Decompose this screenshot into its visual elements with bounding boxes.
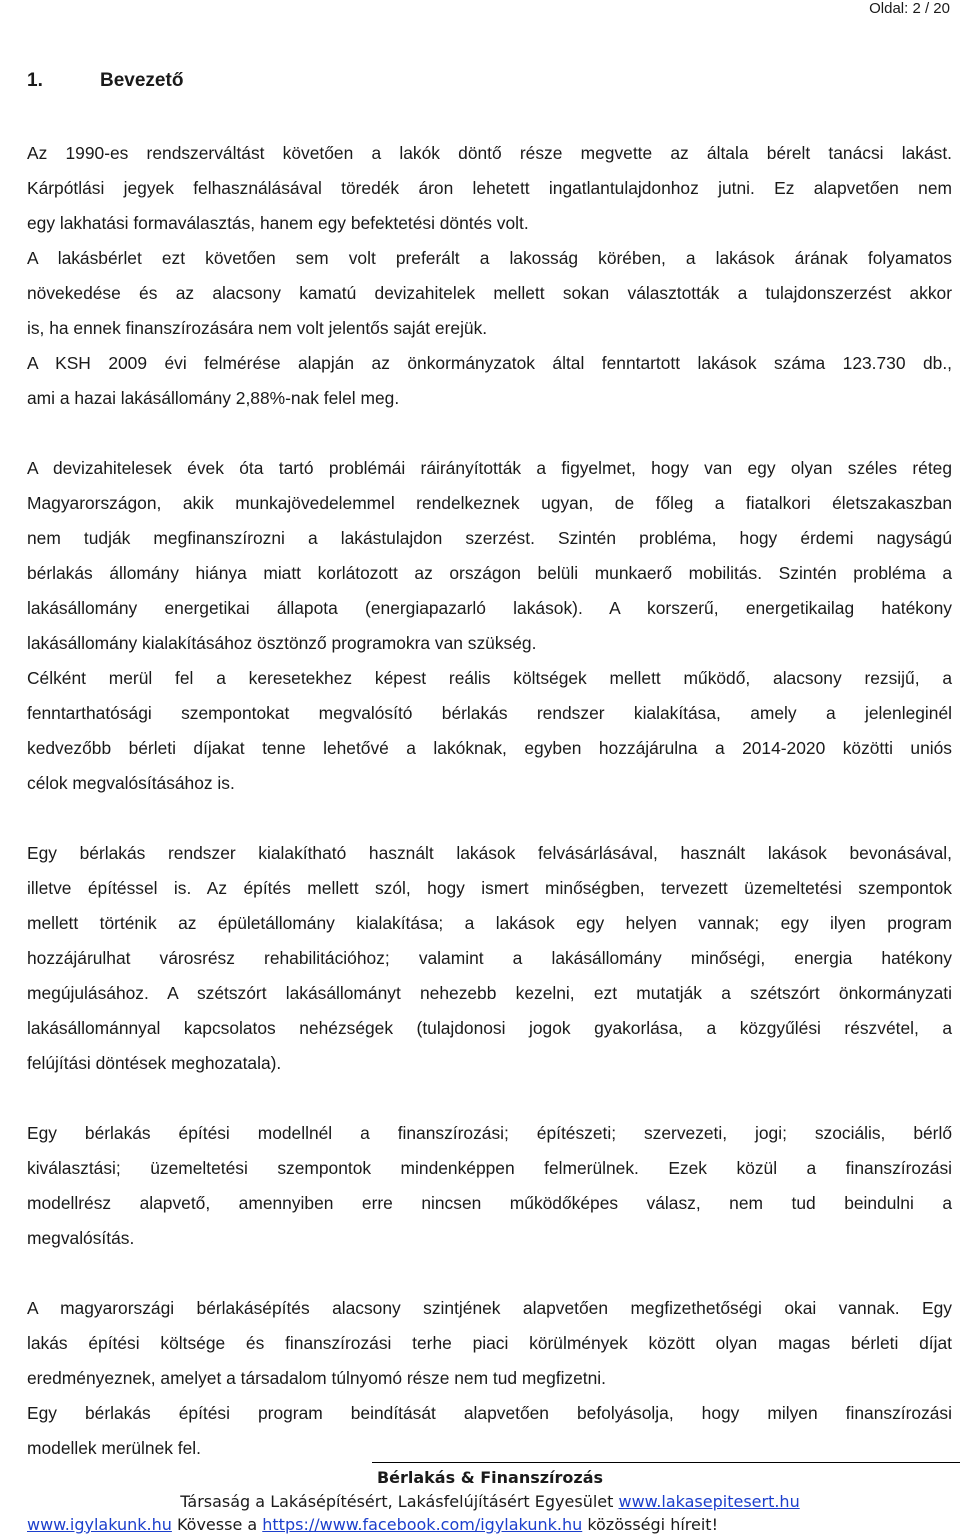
text-line: eredményeznek, amelyet a társadalom túlnyomó része nem tud megfizetni. xyxy=(27,1368,607,1388)
text-line: megújulásához. A szétszórt lakásállományt nehezebb kezelni, ezt mutatják a szétszórt önkormányzati xyxy=(27,983,952,1003)
text-line: is, ha ennek finanszírozására nem volt jelentős saját erejük. xyxy=(27,318,488,338)
page-number: Oldal: 2 / 20 xyxy=(869,0,950,17)
paragraph xyxy=(27,136,952,241)
footer-news-text: közösségi híreit! xyxy=(582,1515,718,1534)
text-line: modellek merülnek fel. xyxy=(27,1438,201,1458)
text-line: lakásállomány energetikai állapota (energiapazarló lakások). A korszerű, energetikailag hatékony xyxy=(27,598,952,618)
text-line: hozzájárulhat városrész rehabilitációhoz; valamint a lakásállomány minőségi, energia hatékony xyxy=(27,948,952,968)
text-line: felújítási döntések meghozatala). xyxy=(27,1053,282,1073)
lakasepitesert-link[interactable]: www.lakasepitesert.hu xyxy=(618,1492,800,1511)
text-line: modellrész alapvető, amennyiben erre nincsen működőképes válasz, nem tud beindulni a xyxy=(27,1193,952,1213)
section-title: Bevezető xyxy=(100,70,184,91)
footer-social-line xyxy=(27,1515,718,1534)
text-line: megvalósítás. xyxy=(27,1228,135,1248)
text-line: A lakásbérlet ezt követően sem volt preferált a lakosság körében, a lakások árának folyamatos xyxy=(27,248,952,268)
text-line: mellett történik az épületállomány kialakítása; a lakások egy helyen vannak; egy ilyen program xyxy=(27,913,952,933)
paragraph xyxy=(27,1116,952,1256)
text-line: Magyarországon, akik munkajövedelemmel rendelkeznek ugyan, de főleg a fiatalkori életszakaszban xyxy=(27,493,952,513)
text-line: egy lakhatási formaválasztás, hanem egy befektetési döntés volt. xyxy=(27,213,529,233)
igylakunk-link[interactable]: www.igylakunk.hu xyxy=(27,1515,172,1534)
paragraph xyxy=(27,1396,952,1466)
text-line: Egy bérlakás építési modellnél a finanszírozási; építészeti; szervezeti, jogi; szociális, bérlő xyxy=(27,1123,952,1143)
text-line: lakás építési költsége és finanszírozási terhe piaci körülmények között olyan magas bérleti díjat xyxy=(27,1333,952,1353)
document-body xyxy=(27,136,952,1466)
paragraph xyxy=(27,661,952,801)
text-line: Kárpótlási jegyek felhasználásával töredék áron lehetett ingatlantulajdonhoz jutni. Ez alapvetően nem xyxy=(27,178,952,198)
text-line: nem tudják megfinanszírozni a lakástulajdon szerzést. Szintén probléma, hogy érdemi nagyságú xyxy=(27,528,952,548)
text-line: A KSH 2009 évi felmérése alapján az önkormányzatok által fenntartott lakások száma 123.730 db., xyxy=(27,353,952,373)
footer-organization: Társaság a Lakásépítésért, Lakásfelújításért Egyesület xyxy=(180,1492,614,1511)
footer-divider xyxy=(372,1462,960,1463)
text-line: Célként merül fel a keresetekhez képest reális költségek mellett működő, alacsony rezsijű, a xyxy=(27,668,952,688)
text-line: kiválasztási; üzemeltetési szempontok mindenképpen felmerülnek. Ezek közül a finanszírozási xyxy=(27,1158,952,1178)
text-line: lakásállománnyal kapcsolatos nehézségek (tulajdonosi jogok gyakorlása, a közgyűlési részvétel, a xyxy=(27,1018,952,1038)
text-line: kedvezőbb bérleti díjakat tenne lehetővé a lakóknak, egyben hozzájárulna a 2014-2020 közötti uniós xyxy=(27,738,952,758)
paragraph xyxy=(27,241,952,346)
text-line: illetve építéssel is. Az építés mellett szól, hogy ismert minőségben, tervezett üzemeltetési szempontok xyxy=(27,878,952,898)
footer-organization-line xyxy=(0,1492,960,1511)
facebook-link[interactable]: https://www.facebook.com/igylakunk.hu xyxy=(262,1515,583,1534)
section-heading xyxy=(27,70,183,92)
text-line: ami a hazai lakásállomány 2,88%-nak felel meg. xyxy=(27,388,400,408)
text-line: Egy bérlakás építési program beindítását alapvetően befolyásolja, hogy milyen finanszírozási xyxy=(27,1403,952,1423)
text-line: A devizahitelesek évek óta tartó problémái ráirányították a figyelmet, hogy van egy olyan széles réteg xyxy=(27,458,952,478)
text-line: fenntarthatósági szempontokat megvalósító bérlakás rendszer kialakítása, amely a jelenleginél xyxy=(27,703,952,723)
text-line: lakásállomány kialakításához ösztönző programokra van szükség. xyxy=(27,633,537,653)
text-line: Az 1990-es rendszerváltást követően a lakók döntő része megvette az általa bérelt tanácsi lakást. xyxy=(27,143,952,163)
text-line: növekedése és az alacsony kamatú devizahitelek mellett sokan választották a tulajdonszerzést akkor xyxy=(27,283,952,303)
paragraph xyxy=(27,836,952,1081)
section-number: 1. xyxy=(27,70,43,91)
paragraph xyxy=(27,1291,952,1396)
text-line: bérlakás állomány hiánya miatt korlátozott az országon belüli munkaerő mobilitás. Szintén probléma a xyxy=(27,563,952,583)
paragraph xyxy=(27,346,952,416)
footer-title: Bérlakás & Finanszírozás xyxy=(376,1468,604,1487)
text-line: Egy bérlakás rendszer kialakítható használt lakások felvásárlásával, használt lakások bevonásával, xyxy=(27,843,952,863)
text-line: A magyarországi bérlakásépítés alacsony szintjének alapvetően megfizethetőségi okai vannak. Egy xyxy=(27,1298,952,1318)
footer-follow-text: Kövesse a xyxy=(171,1515,263,1534)
paragraph xyxy=(27,451,952,661)
text-line: célok megvalósításához is. xyxy=(27,773,235,793)
